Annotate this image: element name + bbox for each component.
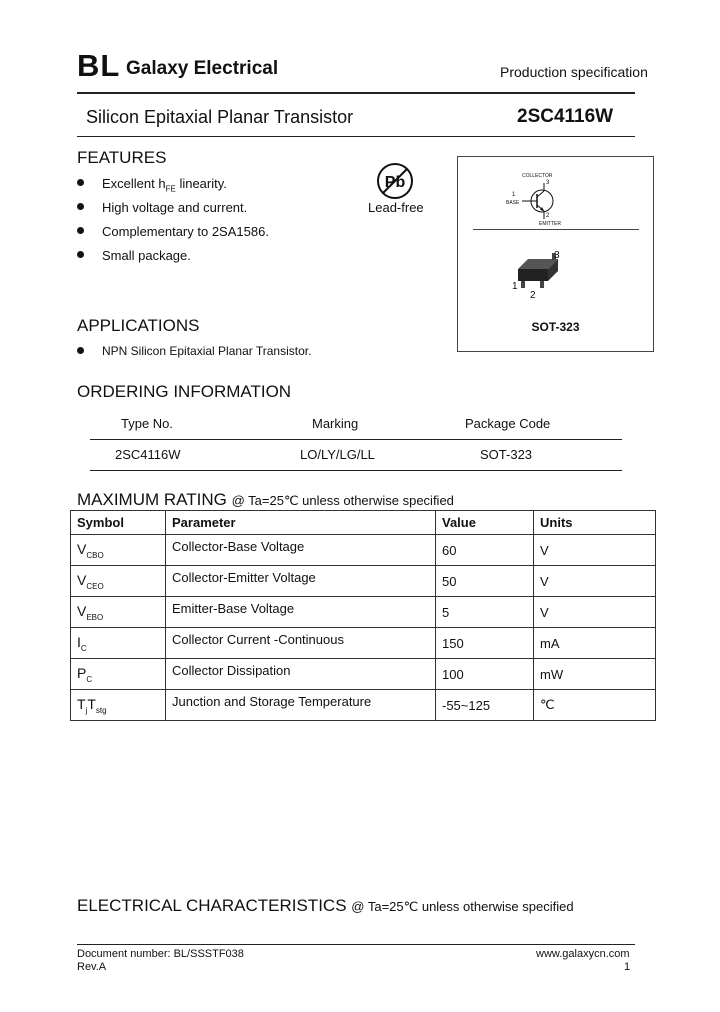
row-symbol: $P_C$ — [71, 659, 166, 690]
col-units: Units — [534, 511, 656, 535]
table-row — [71, 566, 656, 597]
row-unit: mW — [534, 659, 656, 690]
brand-name: Galaxy Electrical — [126, 58, 279, 79]
svg-text:EMITTER: EMITTER — [539, 221, 561, 227]
applications-title: APPLICATIONS — [77, 316, 200, 335]
brand-logo: BL — [77, 48, 121, 83]
row-unit: V — [534, 566, 656, 597]
part-number: 2SC4116W — [517, 106, 614, 127]
ordering-type: 2SC4116W — [115, 447, 181, 462]
row-symbol: $T_jT_{stg}$ — [71, 690, 166, 721]
row-parameter: Collector-Emitter Voltage — [166, 566, 436, 597]
ordering-header-package: Package Code — [465, 416, 551, 431]
row-value: 5 — [436, 597, 534, 628]
ordering-marking: LO/LY/LG/LL — [300, 447, 375, 462]
svg-text:COLLECTOR: COLLECTOR — [522, 173, 553, 179]
footer-divider — [77, 944, 635, 945]
revision: Rev.A — [77, 961, 107, 973]
ordering-title: ORDERING INFORMATION — [77, 382, 292, 401]
col-symbol: Symbol — [71, 511, 166, 535]
row-value: 100 — [436, 659, 534, 690]
row-unit: V — [534, 597, 656, 628]
features-title: FEATURES — [77, 148, 167, 167]
page-number: 1 — [624, 961, 631, 973]
max-rating-table — [70, 510, 656, 721]
doc-type: Production specification — [500, 64, 648, 80]
ordering-package: SOT-323 — [480, 447, 533, 462]
svg-text:2: 2 — [546, 213, 550, 219]
row-value: 150 — [436, 628, 534, 659]
package-name: SOT-323 — [531, 320, 580, 334]
row-parameter: Junction and Storage Temperature — [166, 690, 436, 721]
leadfree-label: Lead-free — [368, 200, 424, 215]
electrical-title: ELECTRICAL CHARACTERISTICS @ Ta=25℃ unless otherwise specified — [77, 896, 574, 915]
header-divider — [77, 92, 635, 94]
row-unit: ℃ — [534, 690, 656, 721]
max-rating-title: MAXIMUM RATING @ Ta=25℃ unless otherwise specified — [77, 490, 454, 509]
row-symbol: $V_{CBO}$ — [71, 535, 166, 566]
table-row — [71, 690, 656, 721]
svg-text:2: 2 — [530, 290, 536, 301]
lead-free-icon — [376, 162, 414, 200]
page-subtitle: Silicon Epitaxial Planar Transistor — [86, 107, 354, 127]
feature-item: High voltage and current. — [102, 200, 248, 215]
row-value: -55~125 — [436, 690, 534, 721]
row-symbol: $V_{CEO}$ — [71, 566, 166, 597]
table-row — [71, 659, 656, 690]
svg-text:1: 1 — [512, 281, 518, 292]
table-row — [71, 535, 656, 566]
ordering-header-type: Type No. — [121, 416, 174, 431]
row-unit: V — [534, 535, 656, 566]
bullet-icon — [77, 179, 84, 186]
col-parameter: Parameter — [166, 511, 436, 535]
svg-text:3: 3 — [546, 180, 550, 186]
svg-text:1: 1 — [512, 192, 516, 198]
row-value: 50 — [436, 566, 534, 597]
bullet-icon — [77, 347, 84, 354]
leadfree-symbol: Pb — [384, 174, 406, 191]
table-row — [71, 597, 656, 628]
doc-number: Document number: BL/SSSTF038 — [77, 948, 244, 960]
svg-text:3: 3 — [554, 250, 560, 261]
bullet-icon — [77, 227, 84, 234]
row-parameter: Collector Dissipation — [166, 659, 436, 690]
application-item: NPN Silicon Epitaxial Planar Transistor. — [102, 344, 312, 358]
col-value: Value — [436, 511, 534, 535]
feature-item: Small package. — [102, 248, 191, 263]
row-symbol: $V_{EBO}$ — [71, 597, 166, 628]
row-parameter: Emitter-Base Voltage — [166, 597, 436, 628]
sot323-package-icon — [508, 247, 588, 301]
svg-text:BASE: BASE — [506, 200, 520, 206]
website-link[interactable]: www.galaxycn.com — [536, 948, 630, 960]
row-parameter: Collector Current -Continuous — [166, 628, 436, 659]
ordering-divider — [90, 439, 622, 440]
row-unit: mA — [534, 628, 656, 659]
feature-item: Complementary to 2SA1586. — [102, 224, 269, 239]
package-box — [457, 156, 654, 352]
transistor-schematic-icon — [506, 169, 601, 231]
table-header-row — [71, 511, 656, 535]
ordering-bottom-divider — [90, 470, 622, 471]
ordering-header-marking: Marking — [312, 416, 359, 431]
feature-item: Excellent $h_{FE}$ linearity. — [102, 176, 227, 194]
bullet-icon — [77, 203, 84, 210]
row-symbol: $I_C$ — [71, 628, 166, 659]
subtitle-divider — [77, 136, 635, 137]
row-value: 60 — [436, 535, 534, 566]
row-parameter: Collector-Base Voltage — [166, 535, 436, 566]
package-divider — [473, 229, 639, 230]
table-row — [71, 628, 656, 659]
bullet-icon — [77, 251, 84, 258]
